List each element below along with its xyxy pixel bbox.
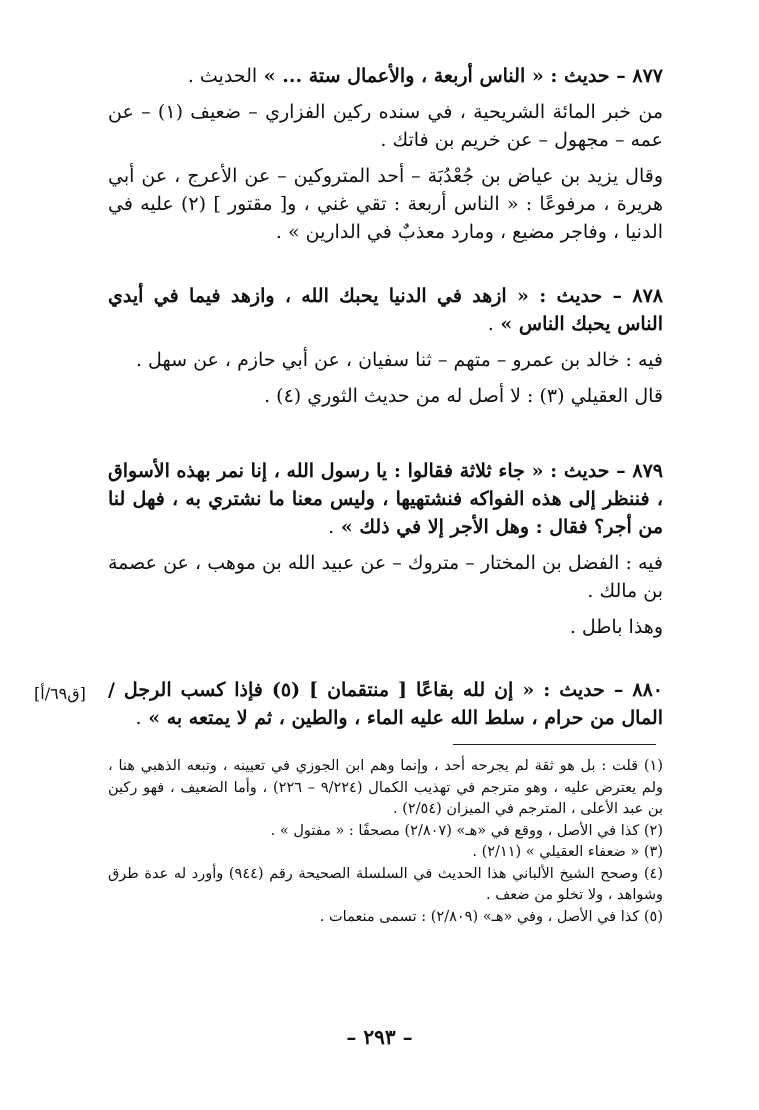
footnote-5: (٥) كذا في الأصل ، وفي «هـ» (٢/٨٠٩) : تسمى منعمات . (319, 908, 663, 925)
entry-879 (108, 457, 663, 641)
entry-paragraph: فيه : خالد بن عمرو – متهم – ثنا سفيان ، عن أبي حازم ، عن سهل . (135, 349, 663, 371)
entry-paragraph: من خبر المائة الشريحية ، في سنده ركين الفزاري – ضعيف (١) – عن عمه – مجهول – عن خريم بن فاتك . (108, 101, 664, 151)
entry-paragraph: فيه : الفضل بن المختار – متروك – عن عبيد الله بن موهب ، عن عصمة بن مالك . (108, 552, 663, 602)
manuscript-folio-reference: [ق٦٩/أ] (34, 684, 86, 703)
entry-heading: ٨٧٨ – حديث : « ازهد في الدنيا يحبك الله ، وازهد فيما في أيدي الناس يحبك الناس » . (108, 285, 663, 335)
entry-paragraph: وهذا باطل . (569, 616, 663, 638)
entry-heading: ٨٧٩ – حديث : « جاء ثلاثة فقالوا : يا رسول الله ، إنا نمر بهذه الأسواق ، فننظر إلى هذه الفواكه فنشتهيها ، وليس معنا ما نشتري به ، فهل لنا من أجر؟ فقال : وهل الأجر إلا في ذلك » . (108, 460, 663, 538)
entry-877 (108, 62, 663, 246)
footnote-separator (453, 744, 656, 745)
entry-paragraph: قال العقيلي (٣) : لا أصل له من حديث الثوري (٤) . (264, 385, 663, 407)
footnote-1: (١) قلت : بل هو ثقة لم يجرحه أحد ، وإنما وهم ابن الجوزي في تعيينه ، وتبعه الذهبي هنا ، ولم يعترض عليه ، وهو مترجم في تهذيب الكمال (٩/٢٢٤ – ٢٢٦) ، وأما الضعيف ، فهو ركين بن عبد الأعلى ، المترجم في الميزان (٢/٥٤) . (108, 758, 663, 817)
footnote-3: (٣) « ضعفاء العقيلي » (٢/١١) . (472, 844, 663, 860)
entry-paragraph: وقال يزيد بن عياض بن جُعْدُبَة – أحد المتروكين – عن الأعرج ، عن أبي هريرة ، مرفوعًا : « الناس أربعة : تقي غني ، و[ مقتور ] (٢) عليه في الدنيا ، وفاجر مضيع ، ومارد معذبٌ في الدارين » . (108, 165, 663, 243)
entry-878 (108, 282, 663, 410)
footnote-4: (٤) وصحح الشيخ الألباني هذا الحديث في السلسلة الصحيحة رقم (٩٤٤) وأورد له عدة طرق وشواهد ، ولا تخلو من ضعف . (108, 865, 663, 903)
footnotes (108, 756, 663, 928)
entry-heading: ٨٧٧ – حديث : « الناس أربعة ، والأعمال ستة ... » الحديث . (187, 65, 663, 87)
page-number: – ٢٩٣ – (346, 1025, 413, 1049)
entry-heading: ٨٨٠ – حديث : « إن لله بقاعًا [ منتقمان ] (٥) فإذا كسب الرجل / المال من حرام ، سلط الله عليه الماء ، والطين ، ثم لا يمتعه به » . (108, 679, 664, 729)
entry-880 (108, 676, 663, 732)
footnote-2: (٢) كذا في الأصل ، ووقع في «هـ» (٢/٨٠٧) مصحفًا : « مفتول » . (270, 822, 663, 839)
